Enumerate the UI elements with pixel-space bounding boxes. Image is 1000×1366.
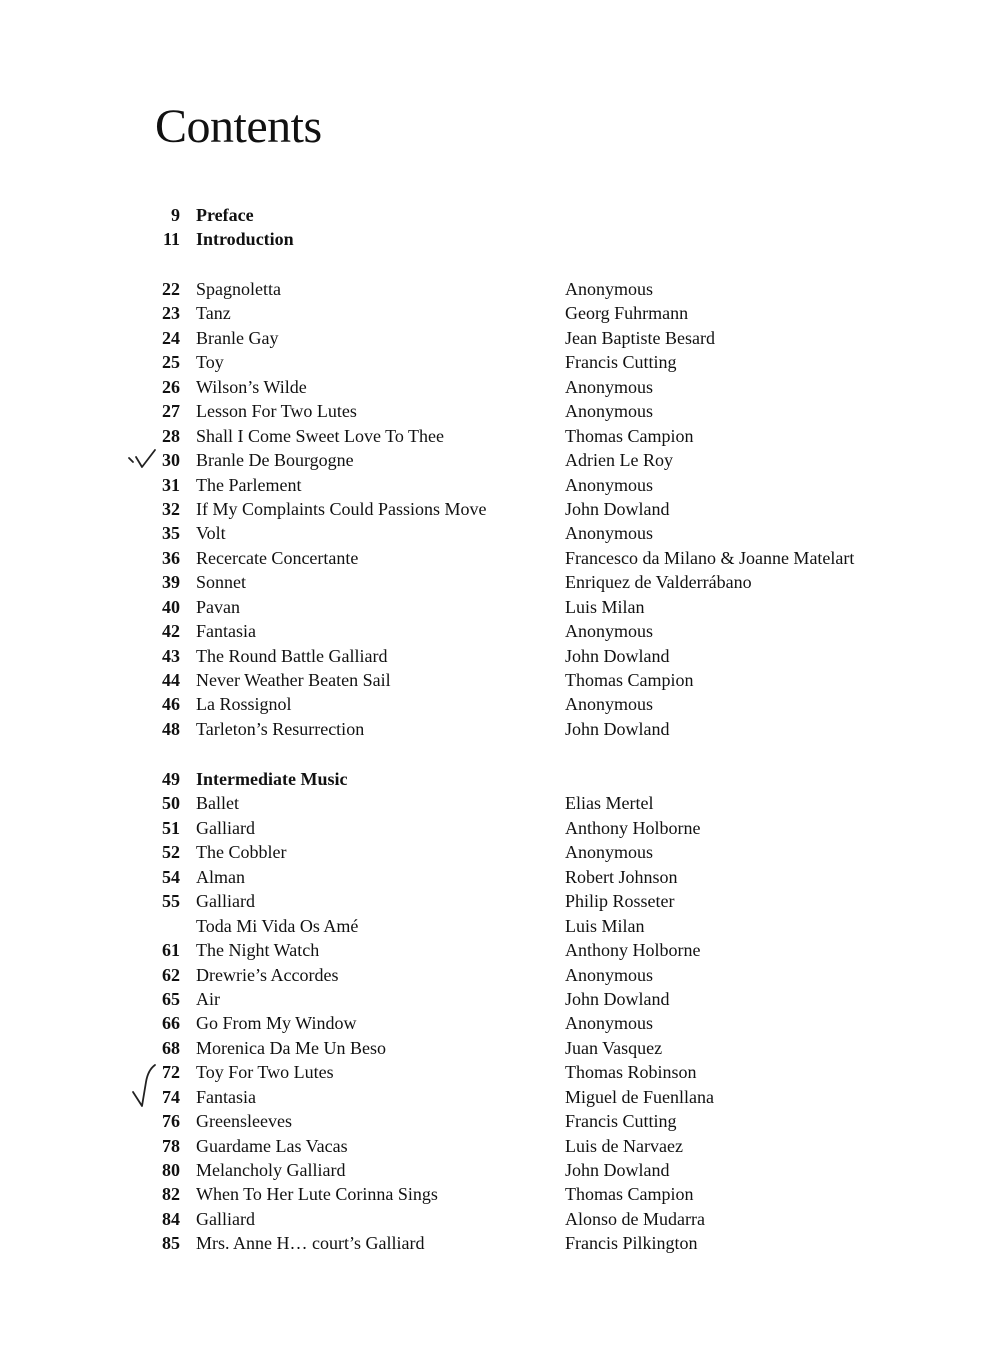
page-number: 55 (162, 891, 180, 912)
piece-title: The Round Battle Galliard (196, 645, 388, 666)
composer-name: Francis Cutting (565, 352, 677, 373)
composer-name: Anonymous (565, 621, 654, 642)
page-number: 26 (162, 376, 180, 397)
composer-name: Anonymous (565, 523, 654, 544)
piece-title: Ballet (196, 793, 239, 814)
toc-entry-introduction (0, 227, 1000, 251)
piece-title: Toy For Two Lutes (196, 1062, 334, 1083)
composer-name: Alonso de Mudarra (565, 1208, 705, 1229)
piece-title: Mrs. Anne H… court’s Galliard (196, 1233, 425, 1254)
piece-title: Spagnoletta (196, 279, 281, 299)
piece-title: When To Her Lute Corinna Sings (196, 1184, 438, 1205)
piece-title: The Parlement (196, 474, 302, 495)
page-number: 61 (162, 940, 180, 961)
page-number: 80 (162, 1160, 180, 1180)
page-number: 51 (162, 817, 180, 838)
piece-title: Greensleeves (196, 1111, 292, 1132)
page-number: 54 (162, 866, 180, 887)
composer-name: Anonymous (565, 694, 654, 715)
composer-name: Philip Rosseter (565, 891, 675, 912)
page-number: 28 (162, 425, 180, 446)
toc-entry (0, 473, 1000, 497)
toc-entry (0, 816, 1000, 840)
composer-name: Juan Vasquez (565, 1037, 663, 1058)
toc-entry (0, 938, 1000, 962)
piece-title: The Night Watch (196, 940, 320, 961)
composer-name: Miguel de Fuenllana (565, 1086, 714, 1107)
piece-title: Sonnet (196, 572, 247, 593)
composer-name: Adrien Le Roy (565, 450, 673, 471)
toc-entry (0, 717, 1000, 741)
piece-title: Galliard (196, 817, 255, 838)
composer-name: Luis Milan (565, 596, 645, 617)
handwritten-checkmark-icon (130, 1062, 160, 1110)
piece-title: Volt (196, 523, 226, 544)
page-number: 66 (162, 1013, 180, 1034)
toc-entry (0, 865, 1000, 889)
toc-entry (0, 840, 1000, 864)
page-number: 30 (162, 450, 180, 471)
composer-name: John Dowland (565, 988, 670, 1009)
page-number: 74 (162, 1086, 180, 1107)
page-number: 23 (162, 303, 180, 324)
toc-entry (0, 963, 1000, 987)
page-number: 35 (162, 523, 180, 544)
piece-title: Tanz (196, 303, 231, 324)
front-matter-list (0, 203, 1000, 252)
page-title: Contents (155, 100, 322, 153)
page-number: 65 (162, 988, 180, 1009)
piece-title: Lesson For Two Lutes (196, 401, 357, 422)
page-number: 39 (162, 572, 180, 593)
composer-name: Anonymous (565, 1013, 654, 1034)
toc-section-2 (0, 767, 1000, 1256)
page-number: 52 (162, 842, 180, 863)
page-number: 9 (171, 205, 180, 225)
composer-name: John Dowland (565, 645, 670, 666)
toc-entry (0, 1109, 1000, 1133)
page-number: 50 (162, 793, 180, 814)
composer-name: Anonymous (565, 376, 654, 397)
piece-title: Air (196, 988, 220, 1009)
piece-title: Guardame Las Vacas (196, 1135, 348, 1156)
toc-entry (0, 277, 1000, 301)
toc-entry (0, 1036, 1000, 1060)
piece-title: Pavan (196, 596, 240, 617)
toc-entry (0, 301, 1000, 325)
composer-name: Anonymous (565, 279, 654, 299)
composer-name: Thomas Campion (565, 1184, 694, 1205)
piece-title: Never Weather Beaten Sail (196, 670, 391, 690)
page-number: 25 (162, 352, 180, 373)
composer-name: Elias Mertel (565, 793, 654, 814)
composer-name: Robert Johnson (565, 866, 678, 887)
page-number: 82 (162, 1184, 180, 1205)
composer-name: Anonymous (565, 842, 654, 863)
page-number: 44 (162, 670, 180, 690)
piece-title: Fantasia (196, 1086, 256, 1107)
page-number: 43 (162, 645, 180, 666)
piece-title: If My Complaints Could Passions Move (196, 498, 487, 519)
toc-entry (0, 570, 1000, 594)
composer-name: Anonymous (565, 964, 654, 985)
toc-entry (0, 497, 1000, 521)
toc-entry (0, 1134, 1000, 1158)
handwritten-checkmark-icon (128, 448, 160, 472)
composer-name: John Dowland (565, 498, 670, 519)
piece-title: Alman (196, 866, 245, 887)
entry-title: Preface (196, 205, 254, 225)
piece-title: Morenica Da Me Un Beso (196, 1037, 386, 1058)
composer-name: Anonymous (565, 401, 654, 422)
piece-title: Branle De Bourgogne (196, 450, 354, 471)
toc-entry (0, 1207, 1000, 1231)
composer-name: Thomas Campion (565, 670, 694, 690)
piece-title: Toda Mi Vida Os Amé (196, 915, 359, 936)
piece-title: Fantasia (196, 621, 256, 642)
toc-entry (0, 595, 1000, 619)
piece-title: Branle Gay (196, 327, 279, 348)
composer-name: Luis de Narvaez (565, 1135, 683, 1156)
toc-entry (0, 350, 1000, 374)
toc-entry (0, 1158, 1000, 1182)
composer-name: Francis Pilkington (565, 1233, 698, 1254)
page-number: 84 (162, 1208, 180, 1229)
toc-entry (0, 1231, 1000, 1255)
piece-title: Toy (196, 352, 224, 373)
toc-entry (0, 399, 1000, 423)
toc-entry (0, 692, 1000, 716)
toc-entry (0, 987, 1000, 1011)
toc-entry (0, 1011, 1000, 1035)
toc-section-1 (0, 277, 1000, 741)
piece-title: Go From My Window (196, 1013, 357, 1034)
page-number: 32 (162, 498, 180, 519)
composer-name: Luis Milan (565, 915, 645, 936)
toc-entry (0, 619, 1000, 643)
page-number: 27 (162, 401, 180, 422)
piece-title: Galliard (196, 891, 255, 912)
page-number: 62 (162, 964, 180, 985)
piece-title: Tarleton’s Resurrection (196, 718, 365, 739)
composer-name: Enriquez de Valderrábano (565, 572, 752, 593)
toc-entry (0, 424, 1000, 448)
composer-name: Francis Cutting (565, 1111, 677, 1132)
page-number: 31 (162, 474, 180, 495)
page-number: 76 (162, 1111, 180, 1132)
composer-name: Francesco da Milano & Joanne Matelart (565, 547, 855, 568)
page-number: 48 (162, 718, 180, 739)
toc-entry-preface (0, 203, 1000, 227)
piece-title: Recercate Concertante (196, 547, 359, 568)
toc-entry (0, 914, 1000, 938)
composer-name: John Dowland (565, 1160, 670, 1180)
section-title: Intermediate Music (196, 769, 348, 789)
page-number: 22 (162, 279, 180, 299)
piece-title: Drewrie’s Accordes (196, 964, 339, 985)
composer-name: Anonymous (565, 474, 654, 495)
piece-title: La Rossignol (196, 694, 292, 715)
entry-title: Introduction (196, 229, 294, 250)
piece-title: The Cobbler (196, 842, 287, 863)
page-number: 68 (162, 1037, 180, 1058)
composer-name: Thomas Robinson (565, 1062, 697, 1083)
composer-name: Anthony Holborne (565, 940, 701, 961)
toc-entry (0, 1182, 1000, 1206)
page-number: 11 (162, 229, 180, 250)
page-number: 42 (162, 621, 180, 642)
page-number: 72 (162, 1062, 180, 1083)
toc-entry (0, 668, 1000, 692)
page-number: 24 (162, 327, 180, 348)
toc-entry (0, 644, 1000, 668)
piece-title: Wilson’s Wilde (196, 376, 307, 397)
page-number: 36 (162, 547, 180, 568)
page-number: 85 (162, 1233, 180, 1254)
toc-entry (0, 546, 1000, 570)
composer-name: Jean Baptiste Besard (565, 327, 715, 348)
piece-title: Shall I Come Sweet Love To Thee (196, 425, 445, 446)
composer-name: Anthony Holborne (565, 817, 701, 838)
toc-entry (0, 326, 1000, 350)
toc-entry (0, 889, 1000, 913)
toc-entry (0, 521, 1000, 545)
page-number: 40 (162, 596, 180, 617)
piece-title: Melancholy Galliard (196, 1160, 346, 1180)
toc-entry (0, 375, 1000, 399)
composer-name: Thomas Campion (565, 425, 694, 446)
composer-name: Georg Fuhrmann (565, 303, 689, 324)
section-heading (0, 767, 1000, 791)
page-number: 78 (162, 1135, 180, 1156)
toc-entry (0, 791, 1000, 815)
page-number: 49 (162, 769, 180, 789)
composer-name: John Dowland (565, 718, 670, 739)
page-number: 46 (162, 694, 180, 715)
piece-title: Galliard (196, 1208, 255, 1229)
